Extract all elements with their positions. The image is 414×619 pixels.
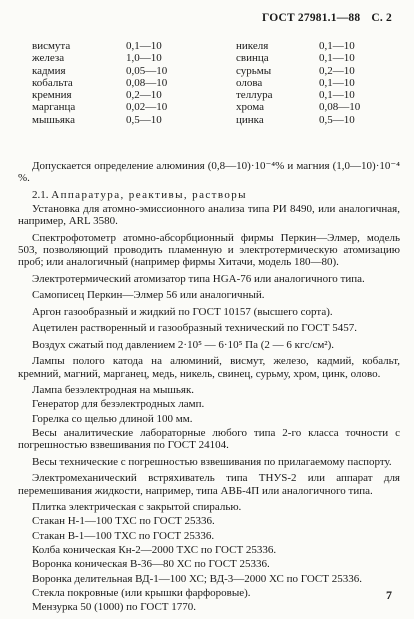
element-ranges-table xyxy=(32,40,398,126)
element-name: кобальта xyxy=(32,76,73,89)
element-range: 0,1—10 xyxy=(319,76,355,89)
element-name: цинка xyxy=(236,113,264,126)
table-row xyxy=(32,65,398,77)
paragraph: Весы аналитические лабораторные любого типа 2-го класса точности с погрешностью взвешивания по ГОСТ 24104. xyxy=(18,427,400,452)
header-page: С. 2 xyxy=(371,12,392,24)
paragraph: Аргон газообразный и жидкий по ГОСТ 10157 (высшего сорта). xyxy=(32,305,333,318)
element-range: 0,2—10 xyxy=(126,89,162,102)
paragraph: Весы технические с погрешностью взвешивания по прилагаемому паспорту. xyxy=(32,455,392,468)
element-name: сурьмы xyxy=(236,64,272,77)
table-row xyxy=(32,89,398,101)
table-row xyxy=(32,77,398,89)
paragraph: Генератор для безэлектродных ламп. xyxy=(32,398,205,411)
paragraph: Колба коническая Кн-2—2000 ТХС по ГОСТ 25336. xyxy=(32,543,277,556)
element-name: висмута xyxy=(32,40,71,52)
element-name: мышьяка xyxy=(32,113,75,126)
paragraph: Самописец Перкин—Элмер 56 или аналогичный. xyxy=(32,289,265,302)
paragraph: Установка для атомно-эмиссионного анализа типа РИ 8490, или аналогичная, например, ARL 3580. xyxy=(18,203,400,228)
paragraph: Лампы полого катода на алюминий, висмут, железо, кадмий, кобальт, кремний, магний, марганец, медь, никель, свинец, сурьму, хром, цинк, олово. xyxy=(18,355,400,380)
element-name: олова xyxy=(236,76,263,89)
table-row xyxy=(32,101,398,113)
gost-number: ГОСТ 27981.1—88 xyxy=(261,12,361,24)
table-row xyxy=(32,114,398,126)
paragraph: Электротермический атомизатор типа HGA-76 или аналогичного типа. xyxy=(32,272,365,285)
element-name: кадмия xyxy=(32,64,66,77)
element-range: 0,1—10 xyxy=(319,40,355,52)
element-name: теллура xyxy=(236,89,273,102)
paragraph: Воронка коническая В-36—80 ХС по ГОСТ 25336. xyxy=(32,558,270,571)
page-header xyxy=(254,12,392,24)
element-name: марганца xyxy=(32,101,76,114)
element-range: 0,08—10 xyxy=(319,101,361,114)
paragraph: Воронка делительная ВД-1—100 ХС; ВД-3—2000 ХС по ГОСТ 25336. xyxy=(32,572,362,585)
element-range: 0,05—10 xyxy=(126,64,168,77)
element-range: 0,2—10 xyxy=(319,64,355,77)
element-name: никеля xyxy=(236,40,269,52)
element-range: 0,02—10 xyxy=(126,101,168,114)
paragraph: Плитка электрическая с закрытой спиралью. xyxy=(32,501,242,514)
paragraph: Ацетилен растворенный и газообразный технический по ГОСТ 5457. xyxy=(32,322,357,335)
paragraph: Мензурка 50 (1000) по ГОСТ 1770. xyxy=(32,601,197,614)
paragraph: Горелка со щелью длиной 100 мм. xyxy=(32,412,193,425)
element-range: 0,1—10 xyxy=(319,89,355,102)
element-range: 0,08—10 xyxy=(126,76,168,89)
paragraph: Стакан В-1—100 ТХС по ГОСТ 25336. xyxy=(32,529,215,542)
element-range: 1,0—10 xyxy=(126,52,162,65)
table-row xyxy=(32,52,398,64)
element-range: 0,1—10 xyxy=(126,40,162,52)
paragraph: Стакан Н-1—100 ТХС по ГОСТ 25336. xyxy=(32,515,215,528)
element-name: кремния xyxy=(32,89,72,102)
element-name: хрома xyxy=(236,101,265,114)
element-name: свинца xyxy=(236,52,269,65)
element-range: 0,1—10 xyxy=(319,52,355,65)
element-name: железа xyxy=(32,52,65,65)
paragraph: Воздух сжатый под давлением 2·10⁵ — 6·10⁵ Па (2 — 6 кгс/см²). xyxy=(32,338,335,351)
element-range: 0,5—10 xyxy=(319,113,355,126)
paragraph: Лампа безэлектродная на мышьяк. xyxy=(32,384,195,397)
page-number: 7 xyxy=(386,588,392,602)
table-row xyxy=(32,40,398,52)
paragraph: Спектрофотометр атомно-абсорбционный фирмы Перкин—Элмер, модель 503, позволяющий проводить пламенную и электротермическую атомизацию проб; или аналогичный (например фирмы Хитачи, модель 180—80). xyxy=(18,231,400,269)
document-body xyxy=(18,160,400,615)
paragraph-aluminium-magnesium: Допускается определение алюминия (0,8—10)·10⁻⁴% и магния (1,0—10)·10⁻⁴ %. xyxy=(18,160,400,185)
section-title: Аппаратура, реактивы, растворы xyxy=(51,188,247,201)
section-heading xyxy=(18,189,400,201)
paragraph: Стекла покровные (или крышки фарфоровые). xyxy=(32,586,251,599)
element-range: 0,5—10 xyxy=(126,113,162,126)
paragraph: Электромеханический встряхиватель типа ТНУS-2 или аппарат для перемешивания жидкости, например, типа АВБ-4П или аналогичного типа. xyxy=(18,472,400,497)
section-number: 2.1. xyxy=(32,188,49,201)
